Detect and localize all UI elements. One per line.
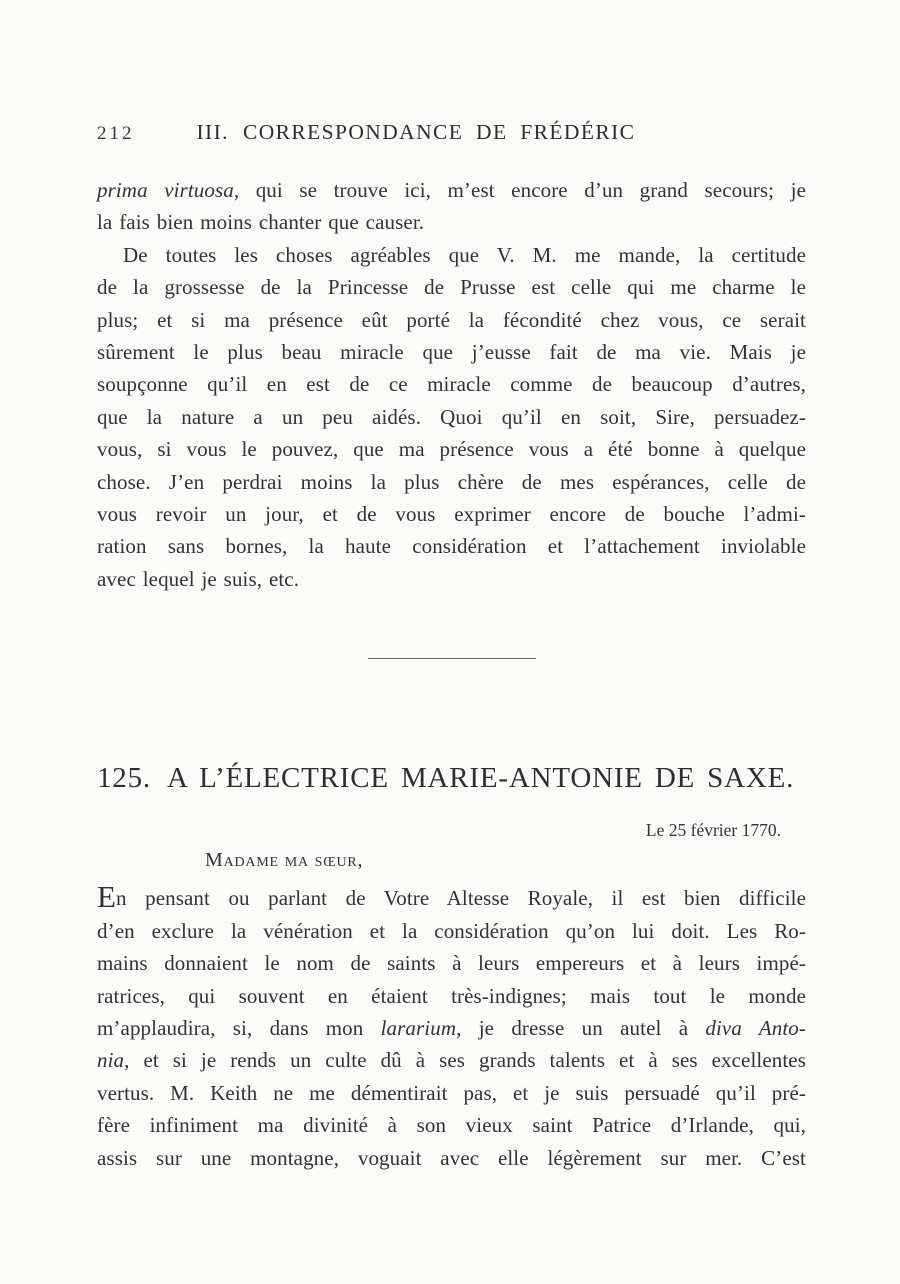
letter-salutation: Madame ma sœur, xyxy=(205,849,364,872)
text-line xyxy=(97,368,806,400)
text-run: d’en exclure la vénération et la considération qu’on lui doit. Les Ro- xyxy=(97,918,806,943)
text-run: fère infiniment ma divinité à son vieux saint Patrice d’Irlande, qui, xyxy=(97,1113,806,1138)
text-line xyxy=(97,174,806,206)
text-run: de la grossesse de la Princesse de Prusse est celle qui me charme le xyxy=(97,275,806,300)
text-run: chose. J’en perdrai moins la plus chère de mes espérances, celle de xyxy=(97,469,806,494)
text-line xyxy=(97,980,806,1012)
text-run: soupçonne qu’il en est de ce miracle comme de beaucoup d’autres, xyxy=(97,372,806,397)
text-line xyxy=(97,563,806,595)
text-line xyxy=(97,879,806,915)
text-line xyxy=(97,304,806,336)
page-number: 212 xyxy=(97,123,135,144)
letter-125-body xyxy=(97,879,806,1174)
text-run: De toutes les choses agréables que V. M. me mande, la certitude xyxy=(123,242,806,267)
text-run: ratrices, qui souvent en étaient très-indignes; mais tout le monde xyxy=(97,983,806,1008)
text-line xyxy=(97,498,806,530)
text-line xyxy=(97,336,806,368)
text-line xyxy=(97,401,806,433)
letter-124-continuation xyxy=(97,174,806,595)
text-run: sûrement le plus beau miracle que j’eusse fait de ma vie. Mais je xyxy=(97,340,806,365)
paragraph xyxy=(97,879,806,1174)
letter-dateline: Le 25 février 1770. xyxy=(645,820,781,841)
text-line xyxy=(97,530,806,562)
text-run: n pensant ou parlant de Votre Altesse Royale, il est bien difficile xyxy=(116,886,806,911)
letter-125-heading xyxy=(97,759,806,797)
italic-run: prima virtuosa xyxy=(97,178,234,202)
letter-heading-title: A L’ÉLECTRICE MARIE-ANTONIE DE SAXE. xyxy=(166,762,795,795)
text-line xyxy=(97,466,806,498)
text-run: vous, si vous le pouvez, que ma présence vous a été bonne à quelque xyxy=(97,437,806,462)
text-run: , qui se trouve ici, m’est encore d’un grand secours; je xyxy=(233,178,806,202)
text-line xyxy=(97,239,806,271)
text-line xyxy=(97,271,806,303)
italic-run: lararium xyxy=(380,1015,457,1040)
text-line xyxy=(97,1109,806,1141)
text-run: vous revoir un jour, et de vous exprimer encore de bouche l’admi- xyxy=(97,502,806,527)
text-run: m’applaudira, si, dans mon xyxy=(97,1015,381,1040)
italic-run: diva Anto- xyxy=(705,1015,806,1040)
text-line xyxy=(97,206,806,238)
text-line xyxy=(97,1044,806,1076)
text-line xyxy=(97,1142,806,1174)
text-run: , et si je rends un culte dû à ses grands talents et à ses excellentes xyxy=(124,1048,806,1073)
running-header xyxy=(97,120,806,146)
text-line xyxy=(97,947,806,979)
text-line xyxy=(97,1012,806,1044)
section-numeral: III. xyxy=(196,120,229,144)
italic-run: nia xyxy=(97,1048,125,1073)
text-run: que la nature a un peu aidés. Quoi qu’il en soit, Sire, persuadez- xyxy=(97,404,806,429)
paragraph xyxy=(97,239,806,595)
text-run: , je dresse un autel à xyxy=(456,1015,706,1040)
text-run: ration sans bornes, la haute considération et l’attachement inviolable xyxy=(97,534,806,559)
text-run: vertus. M. Keith ne me démentirait pas, et je suis persuadé qu’il pré- xyxy=(97,1080,806,1105)
text-line xyxy=(97,433,806,465)
letter-number: 125. xyxy=(97,762,151,795)
initial-capital: E xyxy=(97,879,117,915)
section-divider-rule xyxy=(368,658,536,659)
running-title xyxy=(197,120,636,144)
paragraph xyxy=(97,174,806,239)
running-title-text: CORRESPONDANCE DE FRÉDÉRIC xyxy=(242,120,636,144)
text-run: assis sur une montagne, voguait avec elle légèrement sur mer. C’est xyxy=(97,1145,806,1170)
text-run: avec lequel je suis, etc. xyxy=(97,566,300,591)
text-run: la fais bien moins chanter que causer. xyxy=(97,210,425,235)
text-line xyxy=(97,1077,806,1109)
text-run: mains donnaient le nom de saints à leurs empereurs et à leurs impé- xyxy=(97,951,806,976)
text-line xyxy=(97,915,806,947)
text-run: plus; et si ma présence eût porté la fécondité chez vous, ce serait xyxy=(97,307,806,332)
